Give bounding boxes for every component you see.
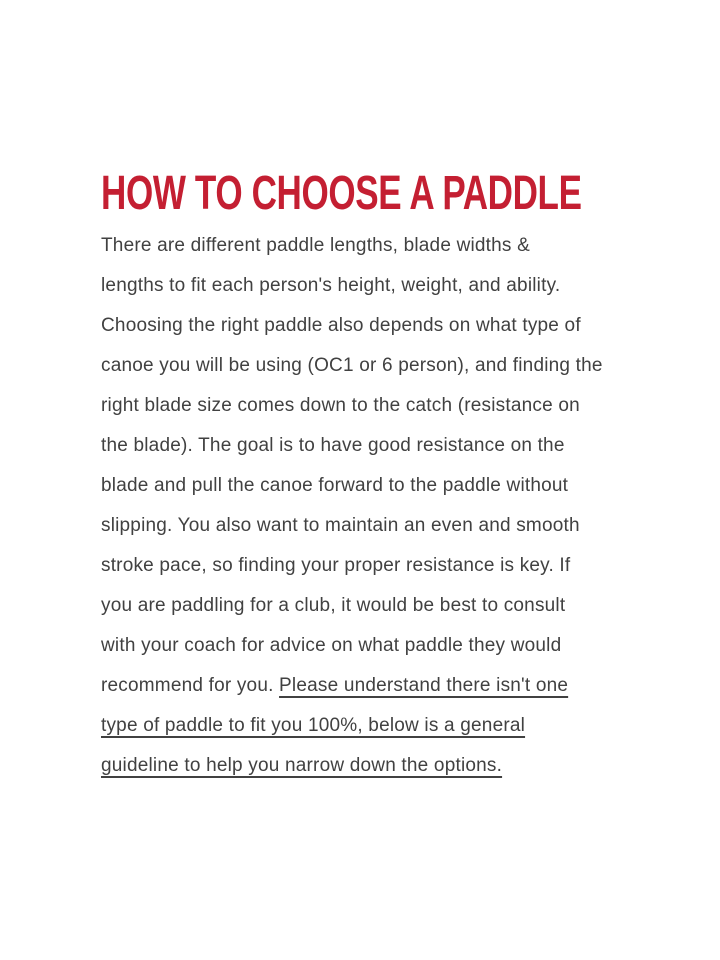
paragraph-line: [101, 386, 680, 426]
line-text: you are paddling for a club, it would be best to consult: [101, 595, 566, 616]
paragraph-line: [101, 426, 680, 466]
line-text: Choosing the right paddle also depends on what type of: [101, 315, 581, 336]
line-text: lengths to fit each person's height, weight, and ability.: [101, 275, 561, 296]
line-text: with your coach for advice on what paddle they would: [101, 635, 562, 656]
paragraph-line: [101, 506, 680, 546]
line-text-underlined: type of paddle to fit you 100%, below is a general: [101, 715, 526, 736]
line-text: canoe you will be using (OC1 or 6 person), and finding the: [101, 355, 603, 376]
paragraph-line: [101, 706, 680, 746]
page-title: HOW TO CHOOSE A PADDLE: [101, 167, 582, 220]
paragraph-line: [101, 746, 680, 786]
line-text: right blade size comes down to the catch (resistance on: [101, 395, 580, 416]
line-text: recommend for you.: [101, 675, 280, 696]
paragraph-line: [101, 346, 680, 386]
line-text: There are different paddle lengths, blade widths &: [101, 235, 530, 256]
paragraph-line: [101, 306, 680, 346]
intro-paragraph: [101, 226, 680, 786]
paragraph-line: [101, 546, 680, 586]
line-text: stroke pace, so finding your proper resistance is key. If: [101, 555, 571, 576]
paragraph-line: [101, 586, 680, 626]
line-text-underlined: guideline to help you narrow down the options.: [101, 755, 503, 776]
line-text: the blade). The goal is to have good resistance on the: [101, 435, 565, 456]
paragraph-line: [101, 666, 680, 706]
paragraph-line: [101, 626, 680, 666]
paragraph-line: [101, 466, 680, 506]
paragraph-line: [101, 226, 680, 266]
line-text-underlined: Please understand there isn't one: [279, 675, 569, 696]
line-text: blade and pull the canoe forward to the paddle without: [101, 475, 569, 496]
paragraph-line: [101, 266, 680, 306]
line-text: slipping. You also want to maintain an even and smooth: [101, 515, 580, 536]
